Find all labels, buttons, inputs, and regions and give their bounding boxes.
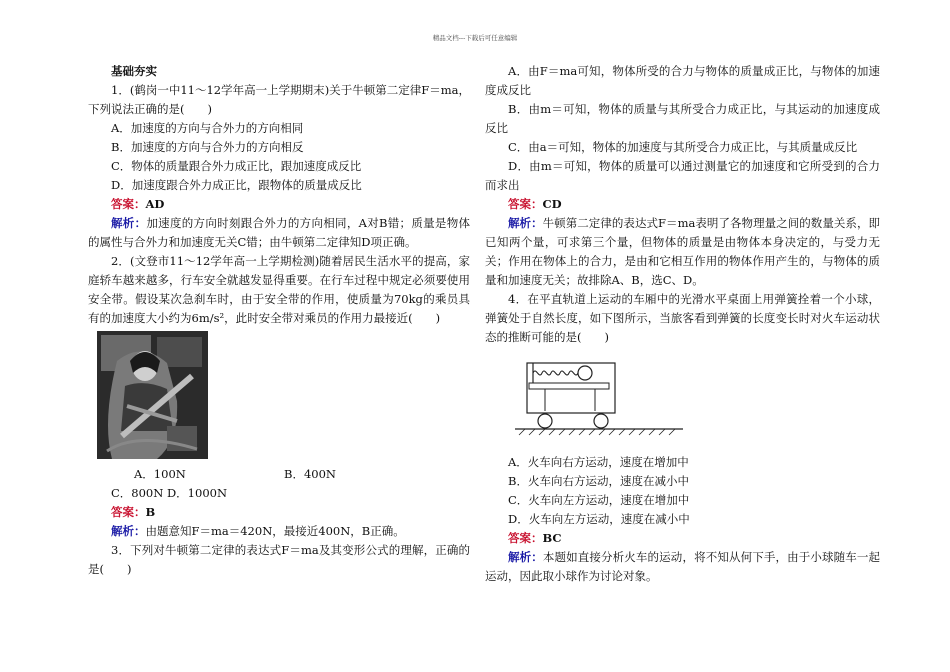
q3-option-d: D．由m＝可知，物体的质量可以通过测量它的加速度和它所受到的合力而求出: [485, 159, 880, 192]
section-title: 基础夯实: [111, 64, 157, 78]
q4-option-a: A．火车向右方运动，速度在增加中: [508, 455, 689, 469]
answer-value: B: [145, 505, 156, 519]
answer-label: 答案：: [111, 505, 146, 519]
q1-option-b: B．加速度的方向与合外力的方向相反: [111, 140, 304, 154]
right-column: [485, 62, 880, 586]
q1-answer: [88, 195, 470, 214]
q3-option-b: B．由m＝可知，物体的质量与其所受合力成正比，与其运动的加速度成反比: [485, 102, 880, 135]
explanation-label: 解析：: [508, 550, 543, 564]
explanation-label: 解析：: [508, 216, 543, 230]
answer-label: 答案：: [508, 531, 543, 545]
q4-option-b: B．火车向右方运动，速度在减小中: [508, 474, 689, 488]
q4-answer: [485, 529, 880, 548]
q2-option-a: A．100N: [134, 467, 186, 481]
q3-option-c: C．由a＝可知，物体的加速度与其所受合力成正比，与其质量成反比: [508, 140, 858, 154]
q1-option-d: D．加速度跟合外力成正比，跟物体的质量成反比: [111, 178, 362, 192]
q4-option-d: D．火车向左方运动，速度在减小中: [508, 512, 690, 526]
q3-stem: 3．下列对牛顿第二定律的表达式F＝ma及其变形公式的理解，正确的是( ): [88, 543, 470, 576]
explanation-text: 加速度的方向时刻跟合外力的方向相同，A对B错；质量是物体的属性与合外力和加速度无关C错；由牛顿第二定律知D项正确。: [88, 216, 470, 249]
q2-options-row1: [88, 465, 470, 484]
q2-answer: [88, 503, 470, 522]
train-spring-diagram: [515, 353, 685, 445]
q4-option-c: C．火车向左方运动，速度在增加中: [508, 493, 690, 507]
explanation-label: 解析：: [111, 524, 146, 538]
q3-answer: [485, 195, 880, 214]
explanation-text: 牛顿第二定律的表达式F＝ma表明了各物理量之间的数量关系，即已知两个量，可求第三个量，但物体的质量是由物体本身决定的，与受力无关；作用在物体上的合力，是由和它相互作用的物体作用产生的，与物体的质量和加速度无关；故排除A、B，选C、D。: [485, 216, 880, 287]
q1-stem: 1．(鹤岗一中11～12学年高一上学期期末)关于牛顿第二定律F＝ma，下列说法正确的是( ): [88, 83, 470, 116]
q3-option-a: A．由F＝ma可知，物体所受的合力与物体的质量成正比，与物体的加速度成反比: [485, 64, 880, 97]
q2-stem: 2．(文登市11～12学年高一上学期检测)随着居民生活水平的提高，家庭轿车越来越多，行车安全就越发显得重要。在行车过程中规定必须要使用安全带。假设某次急刹车时，由于安全带的作用，使质量为70kg的乘员具有的加速度大小约为6m/s²，此时安全带对乘员的作用力最接近( ): [88, 254, 470, 325]
q4-explanation: [485, 548, 880, 586]
q2-explanation: [88, 522, 470, 541]
answer-value: AD: [145, 197, 165, 211]
seatbelt-photo: [97, 331, 208, 459]
q2-option-b: B．400N: [284, 467, 336, 481]
explanation-text: 本题如直接分析火车的运动，将不知从何下手，由于小球随车一起运动，因此取小球作为讨论对象。: [485, 550, 880, 583]
explanation-label: 解析：: [111, 216, 147, 230]
answer-label: 答案：: [111, 197, 146, 211]
q4-stem: 4．在平直轨道上运动的车厢中的光滑水平桌面上用弹簧拴着一个小球，弹簧处于自然长度，如下图所示，当旅客看到弹簧的长度变长时对火车运动状态的推断可能的是( ): [485, 292, 880, 344]
q1-explanation: [88, 214, 470, 252]
q1-option-a: A．加速度的方向与合外力的方向相同: [111, 121, 304, 135]
answer-label: 答案：: [508, 197, 543, 211]
q1-option-c: C．物体的质量跟合外力成正比，跟加速度成反比: [111, 159, 362, 173]
q3-explanation: [485, 214, 880, 290]
answer-value: BC: [542, 531, 562, 545]
answer-value: CD: [542, 197, 562, 211]
q2-options-row2: C．800N D．1000N: [111, 486, 228, 500]
explanation-text: 由题意知F＝ma＝420N，最接近400N，B正确。: [145, 524, 405, 538]
left-column: [88, 62, 470, 579]
page-header: 精品文档---下载后可任意编辑: [432, 34, 518, 42]
